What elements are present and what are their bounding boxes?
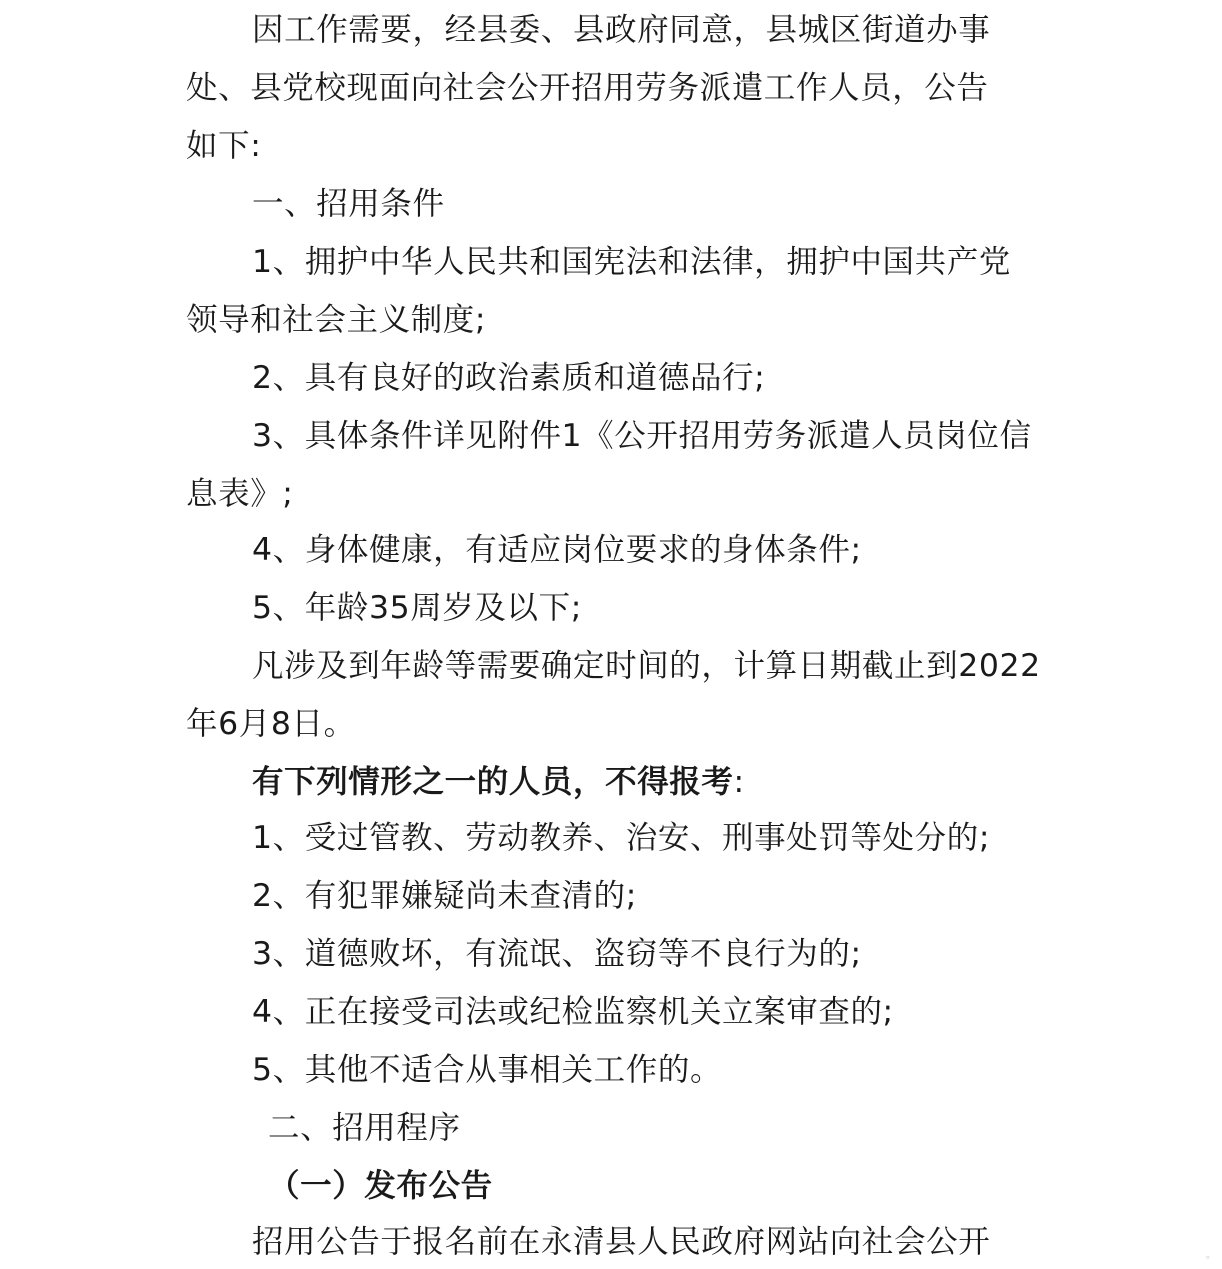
condition-1-line-2: 领导和社会主义制度; (186, 302, 487, 338)
exclusions-heading (252, 762, 745, 802)
section-heading-procedure: 二、招用程序 (268, 1110, 461, 1146)
exclusion-5: 5、其他不适合从事相关工作的。 (252, 1052, 723, 1088)
condition-3-line-2: 息表》; (186, 476, 294, 512)
exclusions-heading-text: 有下列情形之一的人员，不得报考 (252, 764, 734, 800)
condition-4: 4、身体健康，有适应岗位要求的身体条件; (252, 532, 862, 568)
exclusion-2: 2、有犯罪嫌疑尚未查清的; (252, 878, 637, 914)
subsection-heading-announcement: （一）发布公告 (268, 1168, 493, 1204)
exclusion-3: 3、道德败坏，有流氓、盗窃等不良行为的; (252, 936, 862, 972)
intro-line-1: 因工作需要，经县委、县政府同意，县城区街道办事 (252, 12, 991, 48)
exclusion-4: 4、正在接受司法或纪检监察机关立案审查的; (252, 994, 894, 1030)
age-note-line-1: 凡涉及到年龄等需要确定时间的，计算日期截止到2022 (252, 648, 1041, 684)
condition-3-line-1: 3、具体条件详见附件1《公开招用劳务派遣人员岗位信 (252, 418, 1032, 454)
section-heading-conditions: 一、招用条件 (252, 186, 445, 222)
intro-line-2: 处、县党校现面向社会公开招用劳务派遣工作人员，公告 (186, 70, 989, 106)
condition-2: 2、具有良好的政治素质和道德品行; (252, 360, 766, 396)
age-note-line-2: 年6月8日。 (186, 706, 356, 742)
exclusion-1: 1、受过管教、劳动教养、治安、刑事处罚等处分的; (252, 820, 991, 856)
condition-5: 5、年龄35周岁及以下; (252, 590, 582, 626)
announcement-line-1: 招用公告于报名前在永清县人民政府网站向社会公开 (252, 1224, 991, 1260)
exclusions-heading-colon: : (733, 764, 745, 800)
intro-line-3: 如下: (186, 128, 262, 164)
condition-1-line-1: 1、拥护中华人民共和国宪法和法律，拥护中国共产党 (252, 244, 1011, 280)
corner-mark: 。 (1206, 1250, 1216, 1261)
